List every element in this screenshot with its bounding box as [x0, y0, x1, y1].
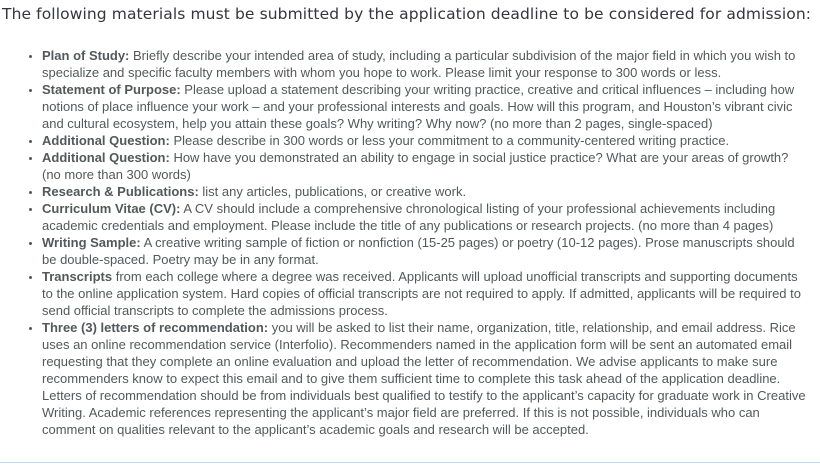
item-label: Statement of Purpose:	[42, 82, 181, 97]
item-text: list any articles, publications, or creative work.	[198, 184, 467, 199]
section-divider	[0, 462, 820, 463]
requirements-list	[2, 47, 812, 438]
item-label: Writing Sample:	[42, 235, 141, 250]
item-label: Plan of Study:	[42, 48, 130, 63]
list-item-statement-of-purpose	[42, 81, 806, 132]
list-item-writing-sample	[42, 234, 806, 268]
list-item-curriculum-vitae	[42, 200, 806, 234]
section-heading: The following materials must be submitted by the application deadline to be considered for admission:	[2, 5, 812, 23]
item-label: Additional Question:	[42, 133, 170, 148]
list-item-additional-question-1	[42, 132, 806, 149]
list-item-additional-question-2	[42, 149, 806, 183]
item-text: How have you demonstrated an ability to engage in social justice practice? What are your areas of growth? (no more than 300 words)	[42, 150, 789, 182]
item-text: A creative writing sample of fiction or nonfiction (15-25 pages) or poetry (10-12 pages). Prose manuscripts should be double-spaced. Poetry may be in any format.	[42, 235, 795, 267]
item-text: A CV should include a comprehensive chronological listing of your professional achievements including academic credentials and employment. Please include the title of any publications or research projects. (no more than 4 pages)	[42, 201, 776, 233]
item-label: Transcripts	[42, 269, 113, 284]
item-text: Please describe in 300 words or less your commitment to a community-centered writing practice.	[169, 133, 730, 148]
list-item-research-publications	[42, 183, 806, 200]
list-item-transcripts	[42, 268, 806, 319]
item-label: Research & Publications:	[42, 184, 199, 199]
item-text: Briefly describe your intended area of study, including a particular subdivision of the major field in which you wish to specialize and specific faculty members with whom you hope to work. Please limit your response to 300 words or less.	[42, 48, 796, 80]
item-label: Additional Question:	[42, 150, 170, 165]
list-item-plan-of-study	[42, 47, 806, 81]
item-label: Three (3) letters of recommendation:	[42, 320, 269, 335]
item-text: from each college where a degree was received. Applicants will upload unofficial transcripts and supporting documents to the online application system. Hard copies of official transcripts are not required to apply. If admitted, applicants will be required to send official transcripts to complete the admissions process.	[42, 269, 801, 318]
item-text: Please upload a statement describing your writing practice, creative and critical influences – including how notions of place influence your work – and your professional interests and goals. How will this program, and Houston’s vibrant civic and cultural ecosystem, help you attain these goals? Why writing? Why now? (no more than 2 pages, single-spaced)	[42, 82, 795, 131]
list-item-letters-of-recommendation	[42, 319, 806, 438]
item-label: Curriculum Vitae (CV):	[42, 201, 181, 216]
item-text: you will be asked to list their name, organization, title, relationship, and email address. Rice uses an online recommendation service (Interfolio). Recommenders named in the application form will be sent an automated email requesting that they complete an online evaluation and upload the letter of recommendation. We advise applicants to make sure recommenders know to expect this email and to give them sufficient time to complete this task ahead of the application deadline. Letters of recommendation should be from individuals best qualified to testify to the applicant’s capacity for graduate work in Creative Writing. Academic references representing the applicant’s major field are preferred. If this is not possible, individuals who can comment on qualities relevant to the applicant’s academic goals and research will be accepted.	[42, 320, 806, 437]
